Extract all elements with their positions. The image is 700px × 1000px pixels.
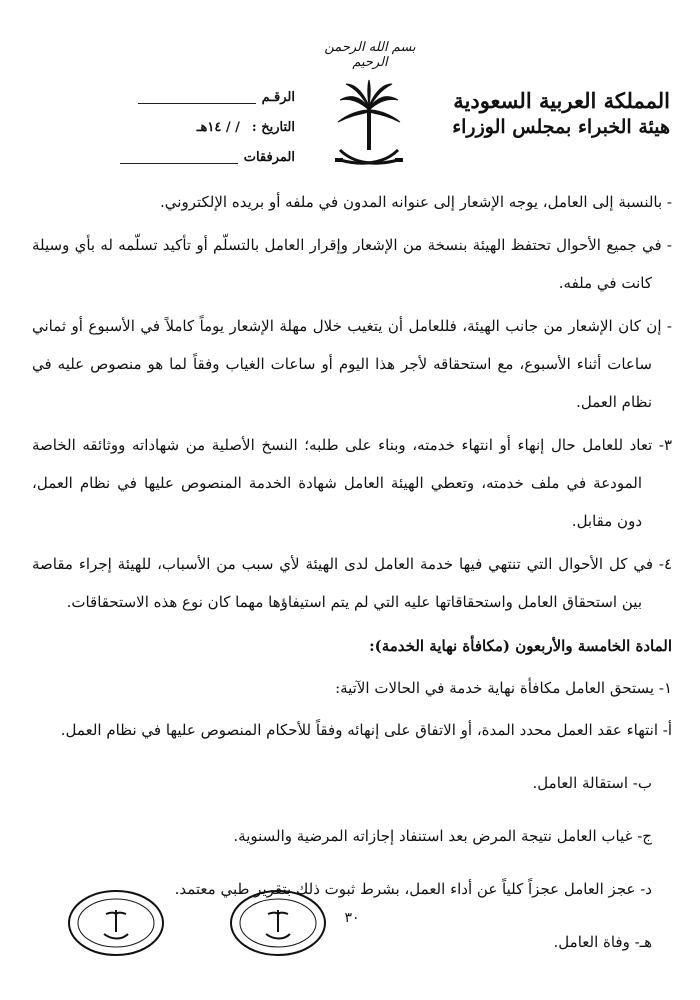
organization-name (420, 88, 670, 140)
paragraph-1-entitlement: ١- يستحق العامل مكافأة نهاية خدمة في الحالات الآتية: (335, 679, 672, 697)
bullet-notice-copy: - في جميع الأحوال تحتفظ الهيئة بنسخة من الإشعار وإقرار العامل بالتسلّم أو تأكيد تسلّمه له بأي وسيلة كانت في ملفه. (32, 236, 672, 292)
attachments-blank-line (120, 151, 238, 164)
palm-and-swords-emblem-icon (332, 78, 406, 174)
date-label: التاريخ : (251, 119, 295, 135)
paragraph-4-offset: ٤- في كل الأحوال التي تنتهي فيها خدمة العامل لدى الهيئة لأي سبب من الأسباب، للهيئة إجراء مقاصة بين استحقاق العامل واستحقاقاتها عليه التي لم يتم استيفاؤها مهما كان نوع هذه الاستحقاقات. (32, 555, 672, 611)
number-label: الرقـم (261, 89, 295, 105)
bullet-worker-notice: - بالنسبة إلى العامل، يوجه الإشعار إلى عنوانه المدون في ملفه أو بريده الإلكتروني. (160, 193, 672, 211)
document-body (32, 183, 672, 964)
letterhead (0, 0, 700, 180)
org-body-line: هيئة الخبراء بمجلس الوزراء (452, 116, 670, 138)
number-field (30, 82, 295, 112)
org-country-line: المملكة العربية السعودية (453, 88, 670, 113)
date-value: / / ١٤هـ (196, 119, 240, 135)
case-a-contract-end: أ- انتهاء عقد العمل محدد المدة، أو الاتفاق على إنهائه وفقاً للأحكام المنصوص عليها في نظام العمل. (60, 721, 672, 739)
page-number: ٣٠ (344, 910, 360, 926)
paragraph-3-documents-return: ٣- تعاد للعامل حال إنهاء أو انتهاء خدمته، وبناء على طلبه؛ النسخ الأصلية من شهاداته ووثائقه الخاصة المودعة في ملف خدمته، وتعطي الهيئة العامل شهادة الخدمة المنصوص عليها في نظام العمل، دون مقابل. (32, 436, 672, 530)
reference-fields (30, 82, 295, 172)
case-e-death: هـ- وفاة العامل. (553, 933, 652, 951)
case-d-disability: د- عجز العامل عجزاً كلياً عن أداء العمل، بشرط ثبوت ذلك بتقرير طبي معتمد. (174, 880, 652, 898)
official-seal-left-icon (66, 888, 166, 958)
attachments-label: المرفقات (243, 149, 295, 165)
article-45-heading: المادة الخامسة والأربعون (مكافأة نهاية الخدمة): (369, 637, 672, 655)
case-c-sickness: ج- غياب العامل نتيجة المرض بعد استنفاد إجازاته المرضية والسنوية. (233, 827, 652, 845)
basmala-calligraphy: بسم الله الرحمن الرحيم (324, 40, 416, 70)
attachments-field (30, 142, 295, 172)
date-field (30, 112, 295, 142)
bullet-absence-during-notice: - إن كان الإشعار من جانب الهيئة، فللعامل أن يتغيب خلال مهلة الإشعار يوماً كاملاً في الأسبوع أو ثماني ساعات أثناء الأسبوع، مع استحقاقه لأجر هذا اليوم أو ساعات الغياب وفقاً لما هو منصوص عليه في نظام العمل. (32, 317, 672, 411)
case-b-resignation: ب- استقالة العامل. (532, 774, 652, 792)
number-blank-line (138, 91, 256, 104)
official-seal-right-icon (228, 888, 328, 958)
